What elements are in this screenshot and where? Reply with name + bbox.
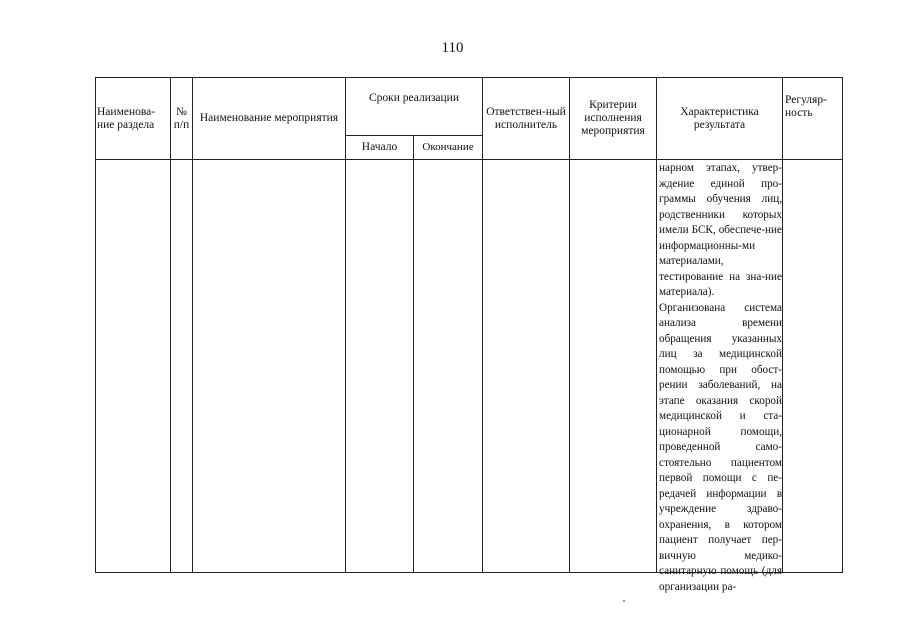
header-implementation-period: Сроки реализации [346,78,483,136]
cell-activity-name [193,160,346,573]
header-start: Начало [346,136,414,160]
cell-regularity [783,160,843,573]
header-end: Окончание [414,136,483,160]
cell-criteria [570,160,657,573]
scan-artifact [623,600,625,602]
header-section-name: Наименова-ние раздела [96,78,171,160]
result-paragraph-2: Организована система анализа времени обращения указанных лиц за медицинской помощью при обост-рении заболеваний, на этапе оказания скорой медицинской и ста-ционарной помощи, проведенной само-стоятельно пациентом первой помощи с пе-редачей информации в учреждение здраво-охранения, в котором пациент получает пер-вичную медико-санитарную помощь (для организации ра- [659,301,782,593]
cell-start [346,160,414,573]
cell-responsible [483,160,570,573]
cell-row-number [171,160,193,573]
header-responsible: Ответствен-ный исполнитель [483,78,570,160]
header-criteria: Критерии исполнения мероприятия [570,78,657,160]
cell-result-description [657,160,783,593]
header-result-description: Характеристика результата [657,78,783,160]
cell-end [414,160,483,573]
cell-section-name [96,160,171,573]
page-number: 110 [441,40,464,56]
header-regularity: Регуляр-ность [783,78,843,160]
header-activity-name: Наименование мероприятия [193,78,346,160]
result-paragraph-1: нарном этапах, утвер-ждение единой про-граммы обучения лиц, родственники которых имели БСК, обеспече-ние информационны-ми материалами, тестирование на зна-ние материала). [659,162,782,298]
header-row-number: № п/п [171,78,193,160]
activities-table [95,77,843,593]
table-row [96,160,843,573]
